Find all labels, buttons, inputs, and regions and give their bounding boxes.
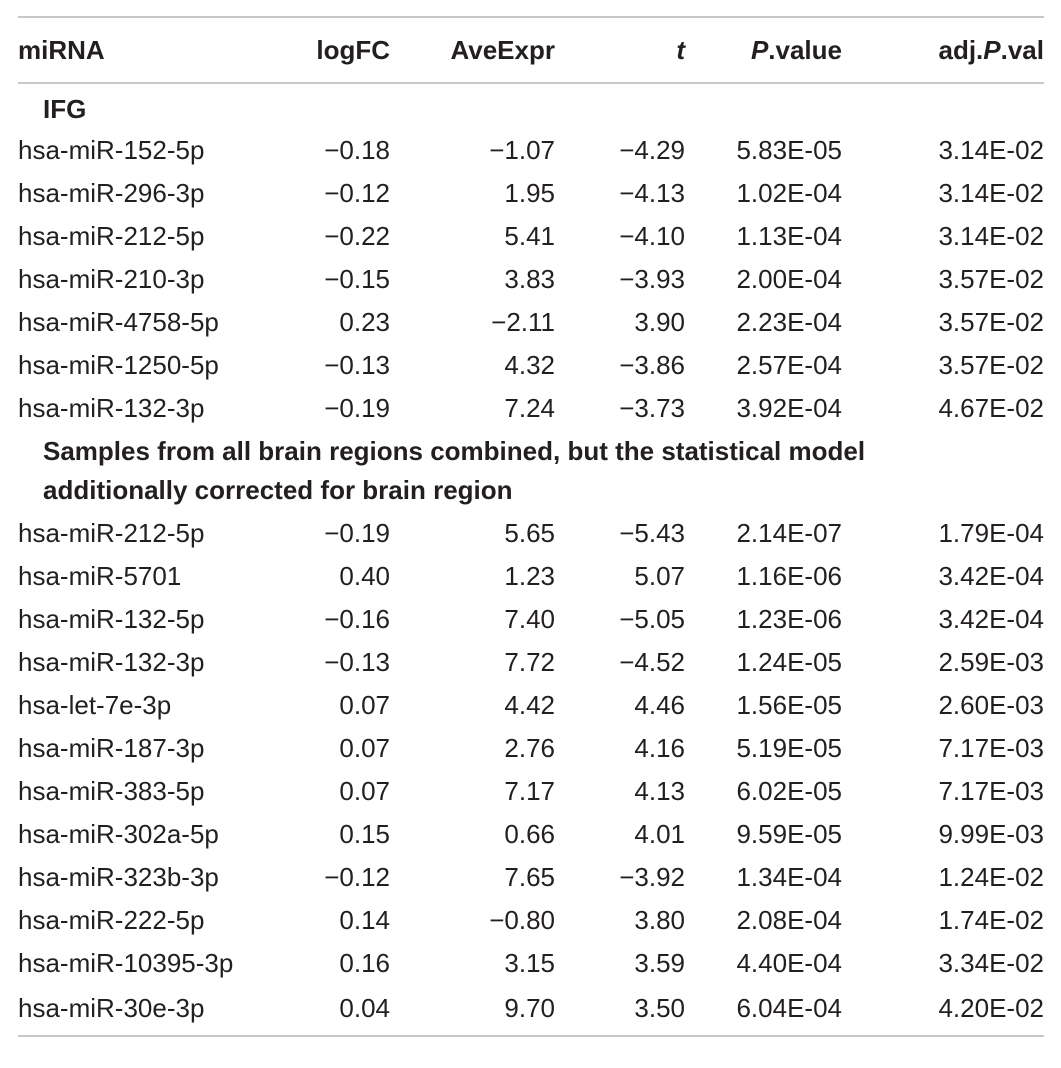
table-row [18, 856, 1044, 899]
cell-t: −3.73 [619, 393, 685, 423]
cell-adjp: 3.14E-02 [938, 178, 1044, 208]
cell-logfc: −0.12 [324, 178, 390, 208]
cell-pvalue: 1.02E-04 [736, 178, 842, 208]
cell-adjp: 1.24E-02 [938, 862, 1044, 892]
cell-adjp: 3.57E-02 [938, 264, 1044, 294]
section-heading-all-regions [18, 430, 1044, 512]
mirna-results-table [18, 16, 1044, 1037]
cell-pvalue: 1.34E-04 [736, 862, 842, 892]
adjp-header-suffix: .val [1000, 34, 1044, 65]
cell-t: −5.43 [619, 518, 685, 548]
adjp-header-prefix: adj. [938, 34, 984, 65]
cell-mirna: hsa-miR-5701 [18, 561, 182, 591]
cell-logfc: 0.07 [339, 776, 390, 806]
cell-logfc: −0.22 [324, 221, 390, 251]
table-row [18, 813, 1044, 856]
cell-aveexpr: 5.65 [504, 518, 555, 548]
cell-mirna: hsa-miR-222-5p [18, 905, 205, 935]
cell-aveexpr: 3.83 [504, 264, 555, 294]
table-row [18, 899, 1044, 942]
cell-logfc: −0.12 [324, 862, 390, 892]
cell-aveexpr: 4.32 [504, 350, 555, 380]
cell-pvalue: 9.59E-05 [736, 819, 842, 849]
table-row [18, 512, 1044, 555]
cell-t: 4.01 [634, 819, 685, 849]
cell-aveexpr: −0.80 [489, 905, 555, 935]
cell-aveexpr: −2.11 [491, 307, 555, 337]
cell-adjp: 3.57E-02 [938, 307, 1044, 337]
table-row [18, 258, 1044, 301]
cell-mirna: hsa-miR-132-5p [18, 604, 205, 634]
cell-pvalue: 2.08E-04 [736, 905, 842, 935]
cell-logfc: 0.16 [339, 948, 390, 978]
cell-adjp: 3.57E-02 [938, 350, 1044, 380]
table-header [18, 17, 1044, 83]
cell-adjp: 7.17E-03 [938, 733, 1044, 763]
table-row [18, 985, 1044, 1036]
section-title: IFG [43, 94, 87, 124]
mirna-results-table-container [18, 16, 1044, 1037]
cell-mirna: hsa-miR-30e-3p [18, 992, 205, 1023]
cell-logfc: −0.19 [324, 393, 390, 423]
cell-aveexpr: 9.70 [504, 992, 555, 1023]
header-row [18, 17, 1044, 83]
cell-adjp: 1.74E-02 [938, 905, 1044, 935]
cell-pvalue: 1.13E-04 [736, 221, 842, 251]
cell-mirna: hsa-miR-210-3p [18, 264, 205, 294]
cell-aveexpr: 1.95 [504, 178, 555, 208]
cell-logfc: −0.16 [324, 604, 390, 634]
section-title-line-2: additionally corrected for brain region [43, 475, 513, 505]
cell-mirna: hsa-let-7e-3p [18, 690, 172, 720]
cell-mirna: hsa-miR-132-3p [18, 647, 205, 677]
cell-aveexpr: 7.40 [504, 604, 555, 634]
cell-aveexpr: 7.17 [504, 776, 555, 806]
cell-logfc: −0.13 [324, 350, 390, 380]
cell-t: −3.93 [619, 264, 685, 294]
cell-t: −4.52 [619, 647, 685, 677]
cell-t: −3.86 [619, 350, 685, 380]
cell-aveexpr: 7.65 [504, 862, 555, 892]
cell-aveexpr: 2.76 [504, 733, 555, 763]
cell-mirna: hsa-miR-4758-5p [18, 307, 219, 337]
cell-pvalue: 1.23E-06 [736, 604, 842, 634]
table-row [18, 684, 1044, 727]
column-header-adjp [842, 17, 1044, 83]
column-header-mirna: miRNA [18, 34, 105, 65]
pvalue-header-suffix: .value [768, 34, 842, 65]
cell-aveexpr: 7.72 [504, 647, 555, 677]
section-heading-ifg [18, 83, 1044, 129]
cell-adjp: 7.17E-03 [938, 776, 1044, 806]
table-row [18, 344, 1044, 387]
cell-adjp: 4.67E-02 [938, 393, 1044, 423]
cell-pvalue: 5.19E-05 [736, 733, 842, 763]
cell-pvalue: 1.56E-05 [736, 690, 842, 720]
table-row [18, 172, 1044, 215]
cell-pvalue: 2.57E-04 [736, 350, 842, 380]
cell-adjp: 3.42E-04 [938, 604, 1044, 634]
table-body [18, 83, 1044, 1036]
cell-mirna: hsa-miR-10395-3p [18, 948, 234, 978]
column-header-logfc: logFC [316, 34, 390, 65]
column-header-pvalue [685, 17, 842, 83]
pvalue-header-italic-p: P [750, 34, 769, 65]
cell-pvalue: 2.00E-04 [736, 264, 842, 294]
cell-t: −5.05 [619, 604, 685, 634]
table-row [18, 770, 1044, 813]
cell-mirna: hsa-miR-296-3p [18, 178, 205, 208]
cell-mirna: hsa-miR-323b-3p [18, 862, 219, 892]
cell-adjp: 4.20E-02 [938, 992, 1044, 1023]
cell-logfc: 0.07 [339, 690, 390, 720]
table-row [18, 641, 1044, 684]
section-title-line-1: Samples from all brain regions combined, but the statistical model [43, 436, 866, 466]
cell-logfc: −0.18 [324, 135, 390, 165]
cell-t: 4.13 [634, 776, 685, 806]
cell-adjp: 2.59E-03 [938, 647, 1044, 677]
cell-adjp: 3.14E-02 [938, 135, 1044, 165]
cell-t: −4.13 [619, 178, 685, 208]
section-title [18, 430, 1044, 512]
cell-t: 3.80 [634, 905, 685, 935]
cell-aveexpr: −1.07 [489, 135, 555, 165]
cell-pvalue: 2.14E-07 [736, 518, 842, 548]
table-row [18, 727, 1044, 770]
table-row [18, 129, 1044, 172]
column-header-t: t [676, 34, 685, 65]
cell-t: −3.92 [619, 862, 685, 892]
table-row [18, 387, 1044, 430]
cell-logfc: 0.40 [339, 561, 390, 591]
cell-pvalue: 6.02E-05 [736, 776, 842, 806]
cell-aveexpr: 1.23 [504, 561, 555, 591]
cell-t: 3.90 [634, 307, 685, 337]
cell-logfc: −0.15 [324, 264, 390, 294]
cell-logfc: 0.23 [339, 307, 390, 337]
table-row [18, 942, 1044, 985]
cell-mirna: hsa-miR-1250-5p [18, 350, 219, 380]
cell-t: −4.29 [619, 135, 685, 165]
cell-pvalue: 4.40E-04 [736, 948, 842, 978]
cell-logfc: −0.13 [324, 647, 390, 677]
cell-mirna: hsa-miR-212-5p [18, 221, 205, 251]
cell-logfc: 0.15 [339, 819, 390, 849]
cell-t: 3.59 [634, 948, 685, 978]
cell-t: −4.10 [619, 221, 685, 251]
cell-t: 5.07 [634, 561, 685, 591]
cell-adjp: 3.42E-04 [938, 561, 1044, 591]
cell-logfc: 0.04 [339, 992, 390, 1023]
column-header-aveexpr: AveExpr [450, 34, 555, 65]
adjp-header-italic-p: P [983, 34, 1001, 65]
cell-mirna: hsa-miR-152-5p [18, 135, 205, 165]
cell-pvalue: 2.23E-04 [736, 307, 842, 337]
cell-t: 4.16 [634, 733, 685, 763]
table-row [18, 215, 1044, 258]
cell-mirna: hsa-miR-302a-5p [18, 819, 219, 849]
cell-logfc: 0.14 [339, 905, 390, 935]
cell-logfc: −0.19 [324, 518, 390, 548]
cell-aveexpr: 3.15 [504, 948, 555, 978]
cell-mirna: hsa-miR-187-3p [18, 733, 205, 763]
cell-adjp: 9.99E-03 [938, 819, 1044, 849]
cell-adjp: 2.60E-03 [938, 690, 1044, 720]
cell-adjp: 3.34E-02 [938, 948, 1044, 978]
cell-pvalue: 1.24E-05 [736, 647, 842, 677]
table-row [18, 555, 1044, 598]
table-row [18, 598, 1044, 641]
cell-adjp: 3.14E-02 [938, 221, 1044, 251]
cell-pvalue: 5.83E-05 [736, 135, 842, 165]
cell-adjp: 1.79E-04 [938, 518, 1044, 548]
cell-aveexpr: 4.42 [504, 690, 555, 720]
cell-pvalue: 6.04E-04 [736, 992, 842, 1023]
cell-t: 3.50 [634, 992, 685, 1023]
cell-mirna: hsa-miR-212-5p [18, 518, 205, 548]
cell-logfc: 0.07 [339, 733, 390, 763]
cell-t: 4.46 [634, 690, 685, 720]
cell-mirna: hsa-miR-383-5p [18, 776, 205, 806]
cell-pvalue: 3.92E-04 [736, 393, 842, 423]
table-row [18, 301, 1044, 344]
cell-pvalue: 1.16E-06 [736, 561, 842, 591]
cell-aveexpr: 0.66 [504, 819, 555, 849]
cell-mirna: hsa-miR-132-3p [18, 393, 205, 423]
cell-aveexpr: 7.24 [504, 393, 555, 423]
cell-aveexpr: 5.41 [504, 221, 555, 251]
